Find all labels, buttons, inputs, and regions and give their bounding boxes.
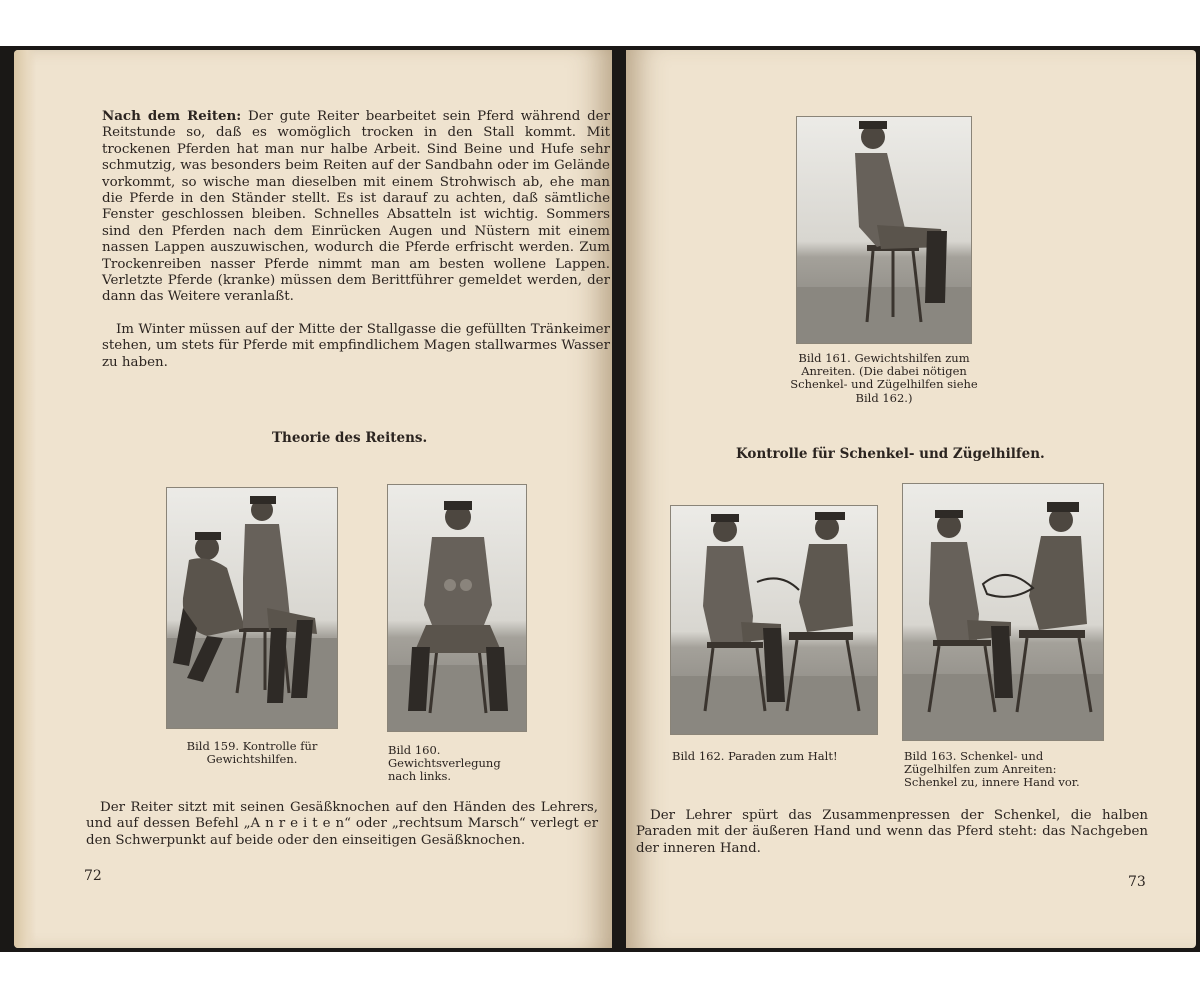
open-book (0, 46, 1200, 952)
photo-bild-160 (387, 484, 527, 732)
caption-bild-162: Bild 162. Paraden zum Halt! (672, 749, 838, 763)
page-edge (14, 50, 36, 948)
caption-bild-160: Bild 160. Gewichtsverlegung nach links. (388, 743, 501, 784)
photo-seated-man-illustration (388, 485, 526, 731)
paragraph-teacher-feels: Der Lehrer spürt das Zusammenpressen der Schenkel, die halben Paraden mit der äußeren Hand und wenn das Pferd steht: das Nachgeben der inneren Hand. (636, 808, 1148, 856)
paragraph-rider-sits: Der Reiter sitzt mit seinen Gesäßknochen auf den Händen des Lehrers, und auf dessen Befehl „A n r e i t e n“ oder „rechtsum Marsch“ verlegt er den Schwerpunkt auf beide oder den einseitigen Gesäßknochen. (86, 800, 598, 848)
photo-bild-162 (670, 505, 878, 735)
paragraph-after-riding (102, 108, 610, 306)
caption-bild-163: Bild 163. Schenkel- und Zügelhilfen zum Anreiten: Schenkel zu, innere Hand vor. (904, 749, 1080, 790)
photo-bild-161 (796, 116, 972, 344)
photo-two-men-reins-illustration (903, 484, 1103, 740)
caption-bild-161: Bild 161. Gewichtshilfen zum Anreiten. (Die dabei nötigen Schenkel- und Zügelhilfen siehe Bild 162.) (790, 351, 978, 405)
photo-bild-163 (902, 483, 1104, 741)
photo-bild-159 (166, 487, 338, 729)
photo-man-leaning-back-illustration (797, 117, 971, 343)
paragraph-lead: Nach dem Reiten: (102, 108, 242, 124)
left-page (14, 50, 612, 948)
paragraph-winter: Im Winter müssen auf der Mitte der Stallgasse die gefüllten Tränkeimer stehen, um stets für Pferde mit empfindlichem Magen stallwarmes Wasser zu haben. (102, 322, 610, 370)
section-heading-theory: Theorie des Reitens. (272, 430, 428, 446)
page-number-right: 73 (1128, 874, 1146, 890)
page-number-left: 72 (84, 868, 102, 884)
right-page (626, 50, 1196, 948)
photo-two-men-stool-illustration (167, 488, 337, 728)
photo-two-men-facing-illustration (671, 506, 877, 734)
caption-bild-159: Bild 159. Kontrolle für Gewichtshilfen. (186, 739, 318, 767)
paragraph-body: Der gute Reiter bearbeitet sein Pferd während der Reitstunde so, daß es womöglich trocken in den Stall kommt. Mit trockenen Pferden hat man nur halbe Arbeit. Sind Beine und Hufe sehr schmutzig, was besonders beim Reiten auf der Sandbahn oder im Gelände vorkommt, so wische man dieselben mit einem Strohwisch ab, ehe man die Pferde in den Ständer stellt. Es ist darauf zu achten, daß sämtliche Fenster geschlossen bleiben. Schnelles Absatteln ist wichtig. Sommers sind den Pferden nach dem Einrücken Augen und Nüstern mit einem nassen Lappen auszuwischen, wodurch die Pferde erfrischt werden. Zum Trockenreiben nasser Pferde nimmt man am besten wollene Lappen. Verletzte Pferde (kranke) müssen dem Berittführer gemeldet werden, der dann das Weitere veranlaßt. (102, 109, 610, 305)
section-heading-control: Kontrolle für Schenkel- und Zügelhilfen. (736, 446, 1045, 462)
